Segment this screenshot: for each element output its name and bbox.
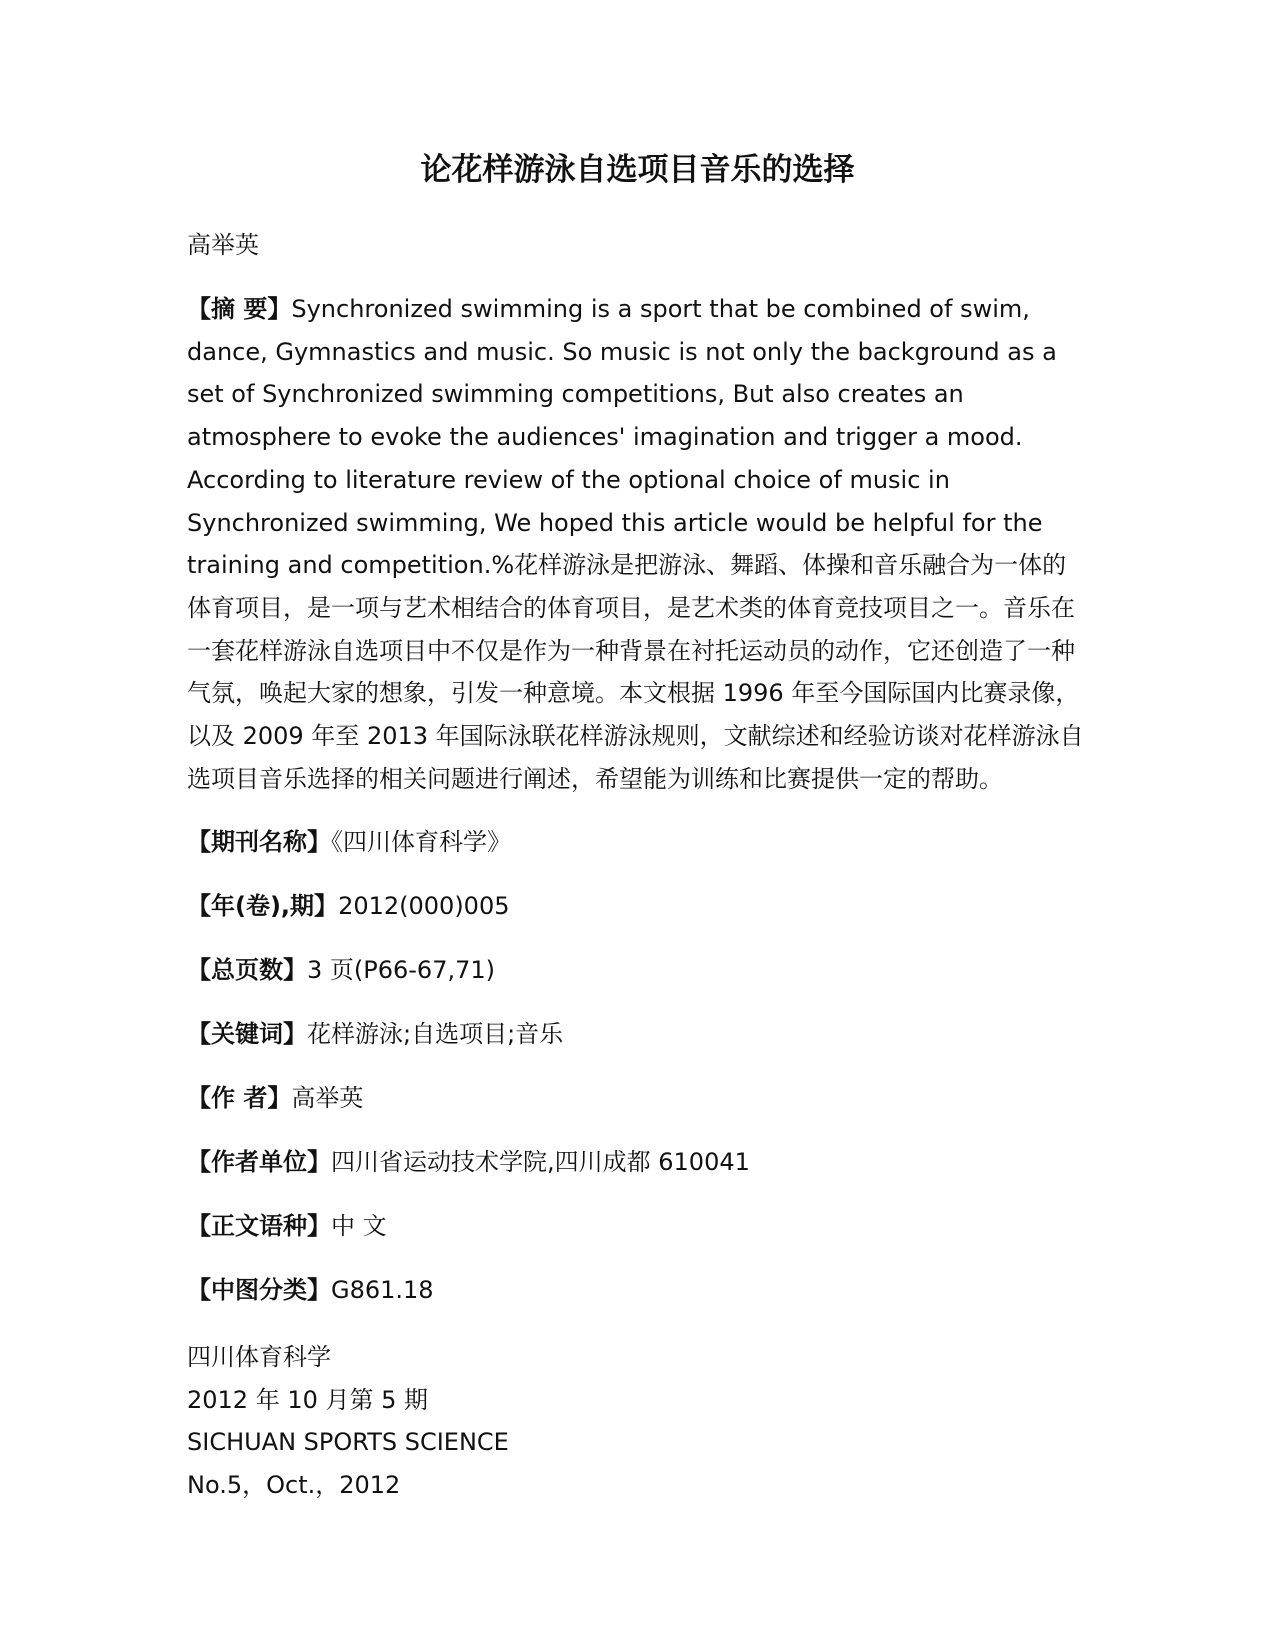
field-journal-name xyxy=(187,825,1087,889)
field-keywords xyxy=(187,1017,1087,1081)
field-value: 花样游泳;自选项目;音乐 xyxy=(307,1020,564,1048)
field-label: 【中图分类】 xyxy=(187,1276,331,1304)
field-label: 【年(卷),期】 xyxy=(187,892,339,920)
field-classification xyxy=(187,1273,1087,1337)
source-info xyxy=(187,1336,509,1506)
field-author xyxy=(187,1081,1087,1145)
field-total-pages xyxy=(187,953,1087,1017)
abstract-label: 【摘 要】 xyxy=(187,295,292,323)
source-journal-cn: 四川体育科学 xyxy=(187,1343,331,1371)
source-journal-en: SICHUAN SPORTS SCIENCE xyxy=(187,1428,509,1456)
metadata-fields xyxy=(187,825,1087,1337)
abstract xyxy=(187,288,1087,800)
field-value: 高举英 xyxy=(291,1084,364,1112)
field-value: 四川省运动技术学院,四川成都 610041 xyxy=(331,1148,750,1176)
author-line: 高举英 xyxy=(187,231,259,259)
field-label: 【总页数】 xyxy=(187,956,307,984)
field-language xyxy=(187,1209,1087,1273)
field-year-volume-issue xyxy=(187,889,1087,953)
source-date-cn: 2012 年 10 月第 5 期 xyxy=(187,1385,429,1414)
field-value: 中 文 xyxy=(331,1212,387,1240)
field-label: 【关键词】 xyxy=(187,1020,307,1048)
field-affiliation xyxy=(187,1145,1087,1209)
field-label: 【期刊名称】 xyxy=(187,828,331,856)
source-issue-en: No.5，Oct.，2012 xyxy=(187,1470,401,1499)
field-label: 【作 者】 xyxy=(187,1084,292,1112)
field-value: 《四川体育科学》 xyxy=(331,828,511,856)
field-label: 【正文语种】 xyxy=(187,1212,331,1240)
field-value: 2012(000)005 xyxy=(338,892,510,920)
field-label: 【作者单位】 xyxy=(187,1148,331,1176)
abstract-text: Synchronized swimming is a sport that be combined of swim, dance, Gymnastics and music. So music is not only the background as a set of Synchronized swimming competitions, But also creates an atmosphere to evoke the audiences' imagination and trigger a mood. According to literature review of the optional choice of music in Synchronized swimming, We hoped this article would be helpful for the training and competition.%花样游泳是把游泳、舞蹈、体操和音乐融合为一体的体育项目，是一项与艺术相结合的体育项目，是艺术类的体育竞技项目之一。音乐在一套花样游泳自选项目中不仅是作为一种背景在衬托运动员的动作，它还创造了一种气氛，唤起大家的想象，引发一种意境。本文根据 1996 年至今国际国内比赛录像，以及 2009 年至 2013 年国际泳联花样游泳规则，文献综述和经验访谈对花样游泳自选项目音乐选择的相关问题进行阐述，希望能为训练和比赛提供一定的帮助。 xyxy=(187,295,1084,793)
field-value: G861.18 xyxy=(331,1276,434,1304)
page-title: 论花样游泳自选项目音乐的选择 xyxy=(420,152,855,188)
field-value: 3 页(P66-67,71) xyxy=(307,956,496,984)
